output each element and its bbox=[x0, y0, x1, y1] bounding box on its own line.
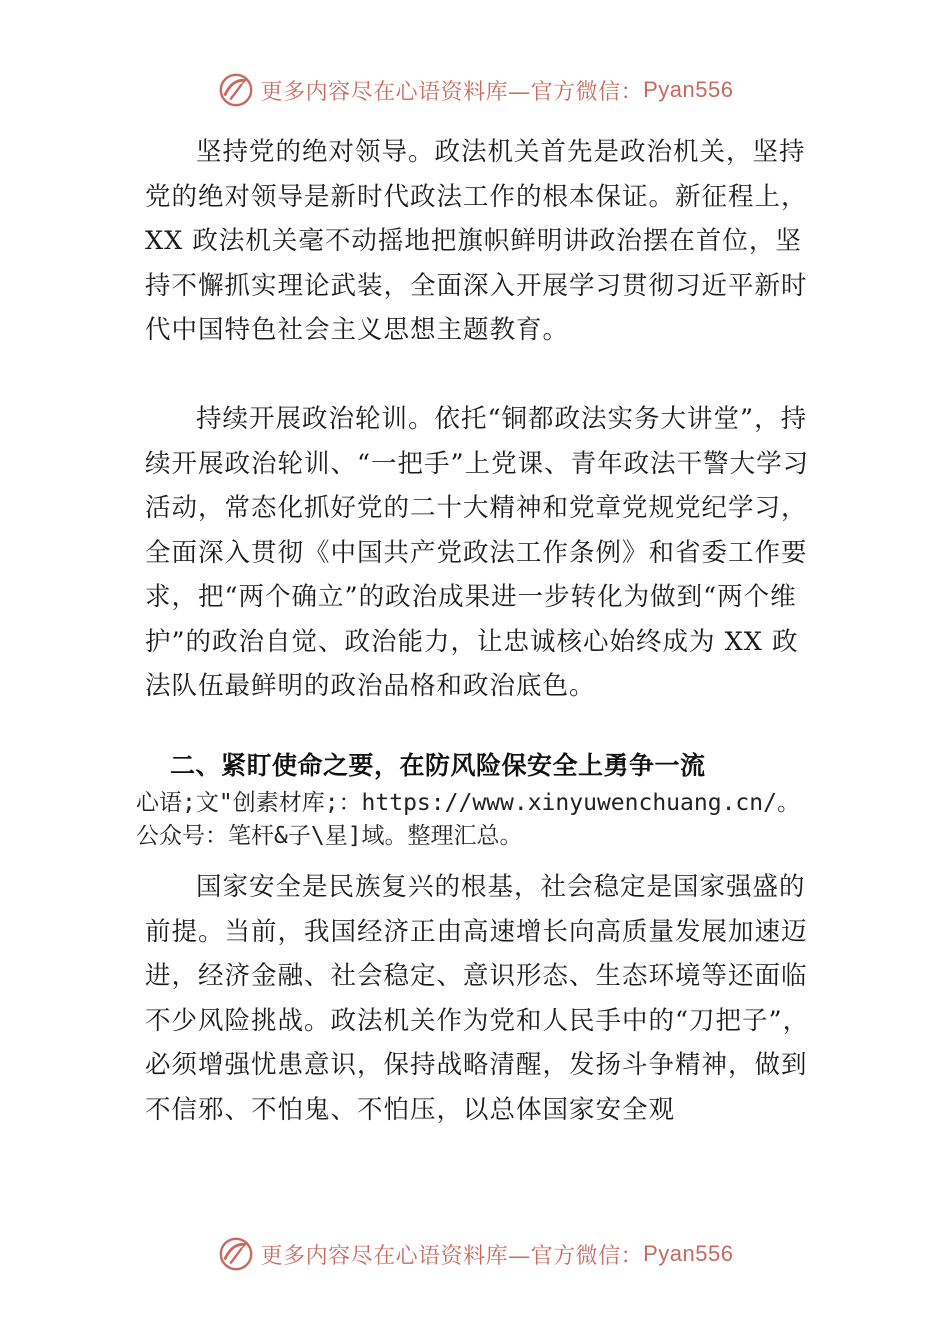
banner-wechat-id: Pyan556 bbox=[643, 1241, 734, 1266]
banner-wechat-id: Pyan556 bbox=[643, 77, 734, 102]
banner-text: 更多内容尽在心语资料库—官方微信： bbox=[260, 79, 644, 105]
footer-banner bbox=[0, 1232, 950, 1276]
logo-icon bbox=[217, 71, 255, 109]
logo-icon bbox=[217, 1235, 255, 1273]
paragraph-1: 坚持党的绝对领导。政法机关首先是政治机关，坚持党的绝对领导是新时代政法工作的根本保证。新征程上，XX 政法机关毫不动摇地把旗帜鲜明讲政治摆在首位，坚持不懈抓实理论武装，全面深入开展学习贯彻习近平新时代中国特色社会主义思想主题教育。 bbox=[145, 137, 808, 345]
header-banner bbox=[0, 68, 950, 112]
source-line-1: 心语;文"创素材库;：https://www.xinyuwenchuang.cn/。 bbox=[136, 790, 800, 816]
paragraph-2: 持续开展政治轮训。依托“铜都政法实务大讲堂”，持续开展政治轮训、“一把手”上党课、青年政法干警大学习活动，常态化抓好党的二十大精神和党章党规党纪学习，全面深入贯彻《中国共产党政法工作条例》和省委工作要求，把“两个确立”的政治成果进一步转化为做到“两个维护”的政治自觉、政治能力，让忠诚核心始终成为 XX 政法队伍最鲜明的政治品格和政治底色。 bbox=[145, 404, 810, 701]
source-line-2: 公众号：笔杆&子\星]域。整理汇总。 bbox=[136, 823, 523, 849]
banner-text: 更多内容尽在心语资料库—官方微信： bbox=[260, 1243, 644, 1269]
paragraph-3: 国家安全是民族复兴的根基，社会稳定是国家强盛的前提。当前，我国经济正由高速增长向高质量发展加速迈进，经济金融、社会稳定、意识形态、生态环境等还面临不少风险挑战。政法机关作为党和人民手中的“刀把子”，必须增强忧患意识，保持战略清醒，发扬斗争精神，做到不信邪、不怕鬼、不怕压，以总体国家安全观 bbox=[145, 872, 810, 1125]
section-heading: 二、紧盯使命之要，在防风险保安全上勇争一流 bbox=[170, 751, 706, 780]
